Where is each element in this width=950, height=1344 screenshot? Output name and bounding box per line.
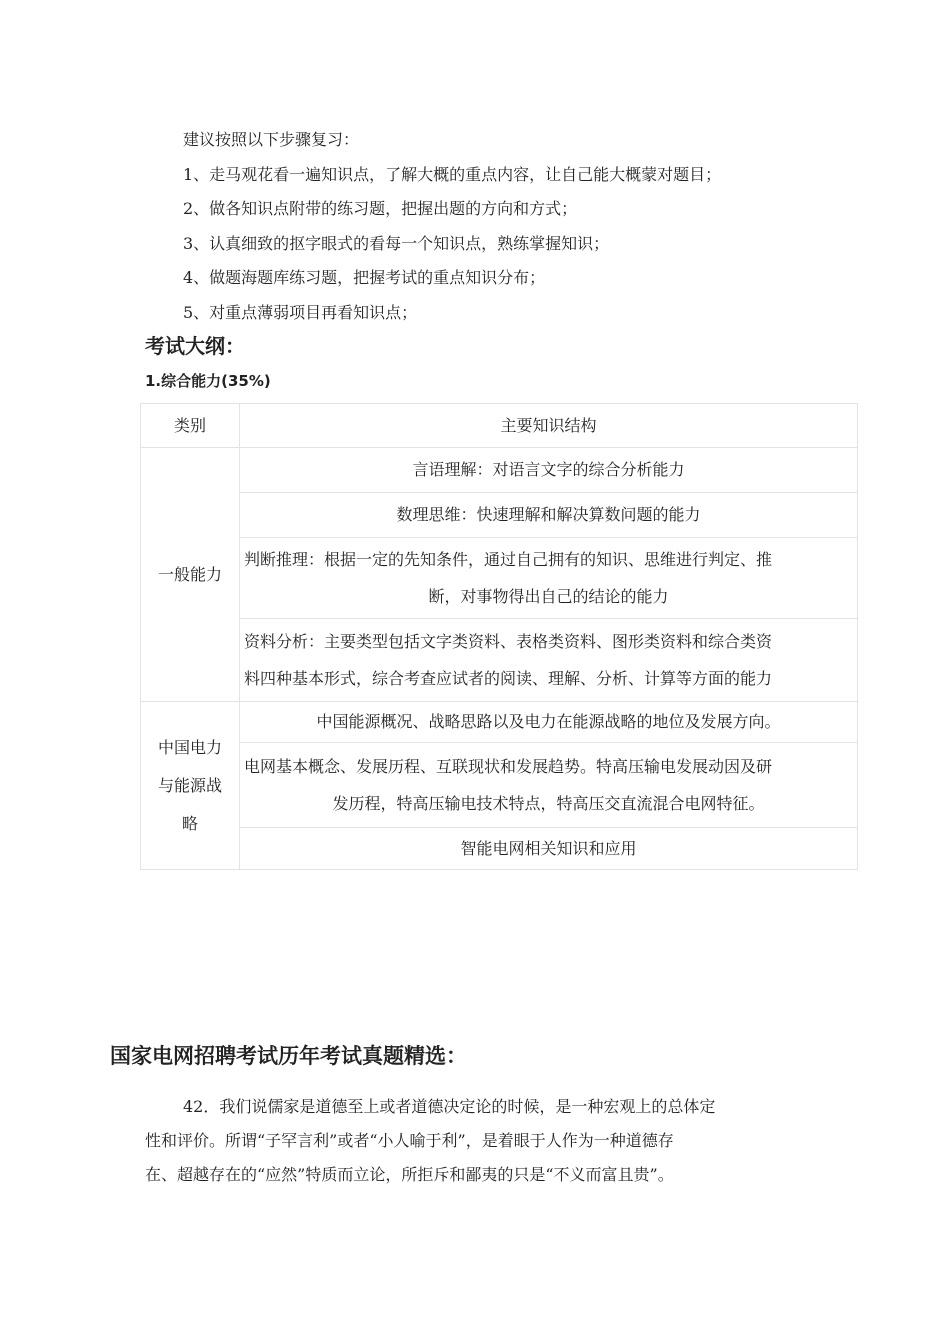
review-step-item: 5、对重点薄弱项目再看知识点； bbox=[183, 302, 418, 322]
table-cell: 智能电网相关知识和应用 bbox=[240, 828, 858, 870]
exam-heading: 国家电网招聘考试历年考试真题精选： bbox=[110, 1044, 467, 1068]
cell-line: 电网基本概念、发展历程、互联现状和发展趋势。特高压输电发展动因及研 bbox=[244, 757, 773, 776]
category-line: 中国电力 bbox=[157, 737, 222, 757]
review-step-item: 4、做题海题库练习题，把握考试的重点知识分布； bbox=[183, 268, 546, 287]
table-header-row bbox=[141, 404, 858, 448]
header-category: 类别 bbox=[141, 404, 240, 448]
category-power-energy-strategy bbox=[141, 702, 240, 870]
outline-table bbox=[140, 403, 858, 870]
table-row bbox=[141, 828, 858, 870]
table-row bbox=[141, 702, 858, 743]
category-general-ability: 一般能力 bbox=[141, 448, 240, 702]
category-line: 略 bbox=[181, 813, 198, 833]
table-row bbox=[141, 448, 858, 493]
outline-heading: 考试大纲： bbox=[145, 334, 245, 358]
review-steps bbox=[183, 123, 721, 330]
review-steps-intro: 建议按照以下步骤复习： bbox=[183, 130, 360, 149]
table-cell: 数理思维：快速理解和解决算数问题的能力 bbox=[240, 493, 858, 538]
cell-line: 料四种基本形式，综合考查应试者的阅读、理解、分析、计算等方面的能力 bbox=[244, 669, 773, 688]
question-line: 在、超越存在的“应然”特质而立论，所拒斥和鄙夷的只是“不义而富且贵”。 bbox=[145, 1165, 674, 1184]
review-step-item: 1、走马观花看一遍知识点，了解大概的重点内容，让自己能大概蒙对题目； bbox=[183, 164, 722, 184]
review-step-item: 3、认真细致的抠字眼式的看每一个知识点，熟练掌握知识； bbox=[183, 233, 610, 253]
table-cell bbox=[240, 538, 858, 619]
cell-line: 资料分析：主要类型包括文字类资料、表格类资料、图形类资料和综合类资 bbox=[244, 632, 773, 651]
cell-line: 发历程，特高压输电技术特点，特高压交直流混合电网特征。 bbox=[332, 794, 765, 813]
category-line: 与能源战 bbox=[157, 775, 222, 795]
question-line: 性和评价。所谓“子罕言利”或者“小人喻于利”，是着眼于人作为一种道德存 bbox=[145, 1131, 674, 1150]
section-heading: 1.综合能力(35%) bbox=[145, 372, 271, 390]
table-row bbox=[141, 538, 858, 619]
table-row bbox=[141, 493, 858, 538]
header-knowledge: 主要知识结构 bbox=[240, 404, 858, 448]
cell-line: 断，对事物得出自己的结论的能力 bbox=[428, 587, 669, 606]
question-line: 42．我们说儒家是道德至上或者道德决定论的时候，是一种宏观上的总体定 bbox=[183, 1097, 716, 1116]
table-cell bbox=[240, 619, 858, 702]
table-row bbox=[141, 743, 858, 828]
question-paragraph bbox=[145, 1090, 810, 1192]
table-cell: 中国能源概况、战略思路以及电力在能源战略的地位及发展方向。 bbox=[240, 702, 858, 743]
cell-line: 判断推理：根据一定的先知条件，通过自己拥有的知识、思维进行判定、推 bbox=[244, 550, 773, 569]
table-row bbox=[141, 619, 858, 702]
table-cell bbox=[240, 743, 858, 828]
table-cell: 言语理解：对语言文字的综合分析能力 bbox=[240, 448, 858, 493]
review-step-item: 2、做各知识点附带的练习题，把握出题的方向和方式； bbox=[183, 199, 578, 218]
